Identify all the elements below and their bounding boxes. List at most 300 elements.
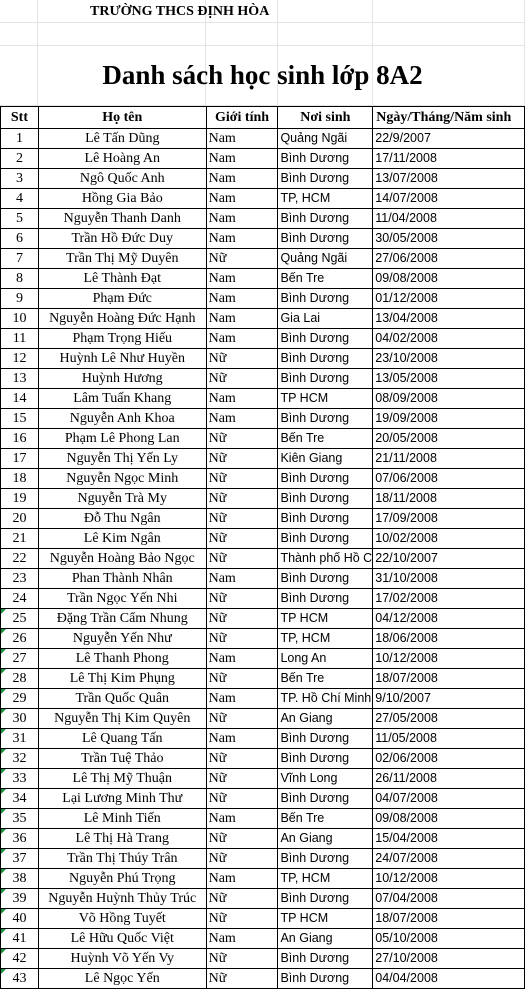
cell-stt[interactable]	[1, 929, 39, 949]
cell-stt[interactable]	[1, 629, 39, 649]
cell-stt-text: 36	[12, 831, 27, 846]
cell-birthplace[interactable]	[278, 929, 373, 949]
cell-name-text: Nguyễn Yến Như	[72, 631, 172, 646]
cell-birthplace[interactable]	[278, 649, 373, 669]
cell-dob[interactable]	[373, 749, 525, 769]
cell-name[interactable]	[39, 889, 207, 909]
cell-gender[interactable]	[207, 229, 279, 249]
cell-name[interactable]	[39, 829, 207, 849]
cell-birthplace[interactable]	[278, 749, 373, 769]
cell-stt[interactable]	[1, 449, 39, 469]
cell-gender-text: Nữ	[208, 951, 227, 966]
cell-name-text: Nguyễn Phú Trọng	[68, 871, 176, 886]
cell-birthplace[interactable]	[278, 849, 373, 869]
cell-stt[interactable]	[1, 289, 39, 309]
cell-gender[interactable]	[207, 869, 279, 889]
cell-stt[interactable]	[1, 189, 39, 209]
cell-gender-text: Nam	[208, 811, 236, 826]
table-body	[1, 129, 525, 989]
cell-dob[interactable]	[373, 309, 525, 329]
cell-name[interactable]	[39, 269, 207, 289]
cell-dob[interactable]	[373, 709, 525, 729]
cell-name[interactable]	[39, 369, 207, 389]
cell-stt-text: 28	[12, 671, 27, 686]
empty-row[interactable]	[0, 23, 525, 46]
cell-name[interactable]	[39, 909, 207, 929]
cell[interactable]	[278, 23, 373, 46]
cell-name[interactable]	[39, 949, 207, 969]
table-row	[1, 729, 525, 749]
cell-name[interactable]	[39, 489, 207, 509]
cell-name[interactable]	[39, 669, 207, 689]
cell-name[interactable]	[39, 729, 207, 749]
cell-birthplace[interactable]	[278, 449, 373, 469]
cell-name[interactable]	[39, 569, 207, 589]
cell-birthplace[interactable]	[278, 169, 373, 189]
cell-name[interactable]	[39, 769, 207, 789]
table-row	[1, 289, 525, 309]
cell-birthplace[interactable]	[278, 209, 373, 229]
cell-dob[interactable]	[373, 369, 525, 389]
cell-birthplace[interactable]	[278, 489, 373, 509]
cell-gender[interactable]	[207, 129, 279, 149]
cell-gender-text: Nữ	[208, 431, 227, 446]
cell-stt[interactable]	[1, 609, 39, 629]
cell-birthplace[interactable]	[278, 409, 373, 429]
cell-dob[interactable]	[373, 329, 525, 349]
cell-name[interactable]	[39, 409, 207, 429]
cell-dob[interactable]	[373, 449, 525, 469]
cell-stt[interactable]	[1, 269, 39, 289]
cell-stt-text: 32	[12, 751, 27, 766]
cell-dob[interactable]	[373, 349, 525, 369]
cell-gender[interactable]	[207, 809, 279, 829]
error-flag-icon[interactable]	[1, 629, 6, 634]
cell-stt[interactable]	[1, 969, 39, 989]
cell-gender-text: Nam	[208, 571, 236, 586]
cell-birthplace[interactable]	[278, 629, 373, 649]
cell-birthplace[interactable]	[278, 809, 373, 829]
cell-gender[interactable]	[207, 309, 279, 329]
cell-gender[interactable]	[207, 409, 279, 429]
cell-name[interactable]	[39, 809, 207, 829]
cell-stt[interactable]	[1, 489, 39, 509]
cell-stt[interactable]	[1, 569, 39, 589]
cell-dob[interactable]	[373, 889, 525, 909]
cell-birthplace[interactable]	[278, 189, 373, 209]
cell-birthplace[interactable]	[278, 609, 373, 629]
cell-dob[interactable]	[373, 529, 525, 549]
cell-gender[interactable]	[207, 709, 279, 729]
cell-dob[interactable]	[373, 269, 525, 289]
cell-gender[interactable]	[207, 789, 279, 809]
cell-gender[interactable]	[207, 329, 279, 349]
cell-dob[interactable]	[373, 489, 525, 509]
cell-birthplace[interactable]	[278, 789, 373, 809]
cell-gender[interactable]	[207, 849, 279, 869]
cell-gender-text: Nữ	[208, 591, 227, 606]
table-row	[1, 369, 525, 389]
cell-name-text: Lâm Tuấn Khang	[73, 391, 172, 406]
cell-name[interactable]	[39, 389, 207, 409]
cell-stt-text: 15	[12, 411, 27, 426]
cell-name-text: Lê Thị Hà Trang	[75, 831, 169, 846]
cell-dob[interactable]	[373, 689, 525, 709]
cell-dob[interactable]	[373, 929, 525, 949]
cell-stt-text: 33	[12, 771, 27, 786]
cell-dob[interactable]	[373, 469, 525, 489]
cell-dob[interactable]	[373, 909, 525, 929]
cell-stt[interactable]	[1, 549, 39, 569]
cell-stt-text: 20	[12, 511, 27, 526]
error-flag-icon[interactable]	[1, 889, 6, 894]
error-flag-icon[interactable]	[1, 929, 6, 934]
cell-gender[interactable]	[207, 929, 279, 949]
cell-stt[interactable]	[1, 209, 39, 229]
cell-birthplace[interactable]	[278, 689, 373, 709]
table-header	[1, 107, 525, 129]
cell-birthplace[interactable]	[278, 869, 373, 889]
cell-gender[interactable]	[207, 429, 279, 449]
cell-dob[interactable]	[373, 129, 525, 149]
cell-stt[interactable]	[1, 469, 39, 489]
cell-name-text: Phạm Đức	[92, 291, 152, 306]
cell-stt[interactable]	[1, 849, 39, 869]
cell-name[interactable]	[39, 969, 207, 989]
cell-name[interactable]	[39, 529, 207, 549]
cell[interactable]	[0, 0, 38, 23]
cell-birthplace[interactable]	[278, 129, 373, 149]
cell-gender[interactable]	[207, 269, 279, 289]
cell-gender-text: Nam	[208, 271, 236, 286]
cell-gender[interactable]	[207, 189, 279, 209]
cell-gender[interactable]	[207, 749, 279, 769]
cell-name[interactable]	[39, 209, 207, 229]
cell-dob[interactable]	[373, 549, 525, 569]
cell-dob[interactable]	[373, 789, 525, 809]
cell-gender[interactable]	[207, 609, 279, 629]
cell-name[interactable]	[39, 589, 207, 609]
cell-birthplace[interactable]	[278, 349, 373, 369]
cell-stt[interactable]	[1, 689, 39, 709]
cell-name[interactable]	[39, 869, 207, 889]
cell-name[interactable]	[39, 169, 207, 189]
cell-dob[interactable]	[373, 829, 525, 849]
header-stt[interactable]: Stt	[1, 107, 39, 129]
cell-dob[interactable]	[373, 209, 525, 229]
error-flag-icon[interactable]	[1, 909, 6, 914]
cell-birthplace-text: Vĩnh Long	[280, 771, 338, 785]
cell-stt[interactable]	[1, 729, 39, 749]
cell-gender[interactable]	[207, 549, 279, 569]
cell-stt-text: 3	[15, 171, 23, 186]
cell-birthplace[interactable]	[278, 469, 373, 489]
cell-stt[interactable]	[1, 769, 39, 789]
table-row	[1, 949, 525, 969]
cell-stt[interactable]	[1, 529, 39, 549]
cell-birthplace[interactable]	[278, 369, 373, 389]
cell-name-text: Lê Thị Kim Phụng	[69, 671, 175, 686]
error-flag-icon[interactable]	[1, 709, 6, 714]
cell-birthplace[interactable]	[278, 229, 373, 249]
cell-stt[interactable]	[1, 329, 39, 349]
cell-name[interactable]	[39, 349, 207, 369]
cell-birthplace[interactable]	[278, 429, 373, 449]
cell-birthplace-text: Bình Dương	[280, 331, 350, 345]
cell-dob[interactable]	[373, 289, 525, 309]
cell-gender[interactable]	[207, 649, 279, 669]
cell-birthplace[interactable]	[278, 769, 373, 789]
cell-stt[interactable]	[1, 829, 39, 849]
cell-stt[interactable]	[1, 869, 39, 889]
table-row	[1, 769, 525, 789]
cell-gender[interactable]	[207, 969, 279, 989]
header-gender[interactable]: Giới tính	[207, 107, 279, 129]
cell-stt[interactable]	[1, 669, 39, 689]
cell-dob-text: 08/09/2008	[375, 391, 438, 405]
cell-birthplace[interactable]	[278, 509, 373, 529]
cell-stt[interactable]	[1, 229, 39, 249]
cell-dob[interactable]	[373, 509, 525, 529]
cell-stt[interactable]	[1, 249, 39, 269]
cell-name[interactable]	[39, 289, 207, 309]
cell-dob[interactable]	[373, 429, 525, 449]
cell-dob[interactable]	[373, 249, 525, 269]
cell-dob[interactable]	[373, 769, 525, 789]
cell-stt[interactable]	[1, 409, 39, 429]
table-row	[1, 709, 525, 729]
header-birthplace[interactable]: Nơi sinh	[278, 107, 373, 129]
cell-gender[interactable]	[207, 389, 279, 409]
cell-dob[interactable]	[373, 869, 525, 889]
cell-dob-text: 11/04/2008	[375, 211, 437, 225]
cell-dob[interactable]	[373, 949, 525, 969]
table-row	[1, 349, 525, 369]
cell-birthplace[interactable]	[278, 549, 373, 569]
cell-stt[interactable]	[1, 309, 39, 329]
cell-stt[interactable]	[1, 369, 39, 389]
cell-birthplace[interactable]	[278, 249, 373, 269]
cell-stt[interactable]	[1, 389, 39, 409]
cell-name[interactable]	[39, 229, 207, 249]
cell-gender[interactable]	[207, 289, 279, 309]
cell-dob-text: 9/10/2007	[375, 691, 431, 705]
cell-dob[interactable]	[373, 729, 525, 749]
cell-gender[interactable]	[207, 629, 279, 649]
cell-stt[interactable]	[1, 789, 39, 809]
cell-stt[interactable]	[1, 429, 39, 449]
cell-dob[interactable]	[373, 669, 525, 689]
cell-gender[interactable]	[207, 169, 279, 189]
cell-gender[interactable]	[207, 469, 279, 489]
cell-gender[interactable]	[207, 509, 279, 529]
cell-gender[interactable]	[207, 589, 279, 609]
cell-dob-text: 15/04/2008	[375, 831, 438, 845]
cell-name[interactable]	[39, 249, 207, 269]
error-flag-icon[interactable]	[1, 809, 6, 814]
cell-birthplace[interactable]	[278, 309, 373, 329]
cell-gender[interactable]	[207, 449, 279, 469]
cell-name[interactable]	[39, 429, 207, 449]
cell-gender-text: Nữ	[208, 851, 227, 866]
header-name[interactable]: Họ tên	[39, 107, 207, 129]
cell-name[interactable]	[39, 689, 207, 709]
cell-name-text: Lê Hữu Quốc Việt	[70, 931, 174, 946]
cell-stt[interactable]	[1, 349, 39, 369]
cell-stt[interactable]	[1, 149, 39, 169]
cell-gender[interactable]	[207, 369, 279, 389]
cell-stt[interactable]	[1, 749, 39, 769]
cell[interactable]	[373, 0, 525, 23]
cell-name[interactable]	[39, 749, 207, 769]
error-flag-icon[interactable]	[1, 669, 6, 674]
cell-dob-text: 17/09/2008	[375, 511, 438, 525]
cell[interactable]	[0, 23, 38, 46]
error-flag-icon[interactable]	[1, 829, 6, 834]
cell-dob[interactable]	[373, 149, 525, 169]
cell-birthplace[interactable]	[278, 149, 373, 169]
cell-dob-text: 22/10/2007	[375, 551, 438, 565]
cell-birthplace[interactable]	[278, 329, 373, 349]
error-flag-icon[interactable]	[1, 789, 6, 794]
cell-birthplace-text: Gia Lai	[280, 311, 321, 325]
cell-stt[interactable]	[1, 509, 39, 529]
cell[interactable]	[373, 23, 525, 46]
cell-name[interactable]	[39, 549, 207, 569]
cell[interactable]	[38, 23, 206, 46]
cell-birthplace[interactable]	[278, 289, 373, 309]
cell-name[interactable]	[39, 329, 207, 349]
cell-gender[interactable]	[207, 569, 279, 589]
cell-name[interactable]	[39, 789, 207, 809]
cell-gender[interactable]	[207, 249, 279, 269]
cell-name[interactable]	[39, 629, 207, 649]
cell-name[interactable]	[39, 189, 207, 209]
cell-name[interactable]	[39, 449, 207, 469]
cell-gender[interactable]	[207, 689, 279, 709]
cell-gender[interactable]	[207, 529, 279, 549]
cell-dob[interactable]	[373, 389, 525, 409]
error-flag-icon[interactable]	[1, 849, 6, 854]
error-flag-icon[interactable]	[1, 649, 6, 654]
cell-dob-text: 13/07/2008	[375, 171, 438, 185]
cell[interactable]	[278, 0, 373, 23]
cell-name[interactable]	[39, 649, 207, 669]
cell-stt-text: 19	[12, 491, 27, 506]
cell-gender[interactable]	[207, 889, 279, 909]
header-dob[interactable]: Ngày/Tháng/Năm sinh	[373, 107, 525, 129]
cell-dob[interactable]	[373, 629, 525, 649]
cell-birthplace[interactable]	[278, 269, 373, 289]
error-flag-icon[interactable]	[1, 609, 6, 614]
cell-name-text: Trần Tuệ Thảo	[81, 751, 164, 766]
error-flag-icon[interactable]	[1, 969, 6, 974]
cell-stt[interactable]	[1, 649, 39, 669]
cell-stt[interactable]	[1, 589, 39, 609]
cell-stt[interactable]	[1, 709, 39, 729]
cell-gender[interactable]	[207, 829, 279, 849]
cell-stt[interactable]	[1, 169, 39, 189]
cell-birthplace[interactable]	[278, 709, 373, 729]
cell-stt-text: 4	[15, 191, 23, 206]
cell-gender[interactable]	[207, 149, 279, 169]
error-flag-icon[interactable]	[1, 769, 6, 774]
cell-gender[interactable]	[207, 769, 279, 789]
cell-dob[interactable]	[373, 649, 525, 669]
cell-dob[interactable]	[373, 589, 525, 609]
cell-name[interactable]	[39, 309, 207, 329]
cell-gender[interactable]	[207, 349, 279, 369]
cell-gender-text: Nữ	[208, 891, 227, 906]
error-flag-icon[interactable]	[1, 869, 6, 874]
cell[interactable]	[206, 23, 278, 46]
cell-birthplace[interactable]	[278, 669, 373, 689]
cell-gender[interactable]	[207, 909, 279, 929]
cell-gender[interactable]	[207, 729, 279, 749]
error-flag-icon[interactable]	[1, 689, 6, 694]
cell-name[interactable]	[39, 129, 207, 149]
cell-birthplace[interactable]	[278, 589, 373, 609]
cell-stt[interactable]	[1, 809, 39, 829]
cell-birthplace[interactable]	[278, 569, 373, 589]
table-row	[1, 629, 525, 649]
cell-gender[interactable]	[207, 209, 279, 229]
cell-dob[interactable]	[373, 849, 525, 869]
cell-name[interactable]	[39, 149, 207, 169]
cell-dob[interactable]	[373, 409, 525, 429]
school-row[interactable]	[0, 0, 525, 23]
cell-dob[interactable]	[373, 189, 525, 209]
cell-birthplace-text: Kiên Giang	[280, 451, 343, 465]
error-flag-icon[interactable]	[1, 729, 6, 734]
cell-stt[interactable]	[1, 909, 39, 929]
cell-birthplace[interactable]	[278, 529, 373, 549]
cell-name[interactable]	[39, 509, 207, 529]
cell-gender[interactable]	[207, 669, 279, 689]
cell-dob[interactable]	[373, 569, 525, 589]
cell-stt[interactable]	[1, 889, 39, 909]
cell-birthplace[interactable]	[278, 969, 373, 989]
cell-gender-text: Nữ	[208, 751, 227, 766]
cell-birthplace[interactable]	[278, 949, 373, 969]
cell-dob[interactable]	[373, 969, 525, 989]
cell-birthplace[interactable]	[278, 729, 373, 749]
cell-name[interactable]	[39, 709, 207, 729]
cell-birthplace[interactable]	[278, 889, 373, 909]
cell-dob-text: 17/02/2008	[375, 591, 438, 605]
cell-gender[interactable]	[207, 489, 279, 509]
cell-dob[interactable]	[373, 169, 525, 189]
cell-dob[interactable]	[373, 809, 525, 829]
cell-dob[interactable]	[373, 609, 525, 629]
cell-name[interactable]	[39, 469, 207, 489]
title-row[interactable]	[0, 46, 525, 106]
error-flag-icon[interactable]	[1, 749, 6, 754]
cell-dob-text: 30/05/2008	[375, 231, 438, 245]
cell-birthplace[interactable]	[278, 829, 373, 849]
cell-gender[interactable]	[207, 949, 279, 969]
cell-stt[interactable]	[1, 949, 39, 969]
error-flag-icon[interactable]	[1, 949, 6, 954]
cell-name[interactable]	[39, 849, 207, 869]
cell-birthplace[interactable]	[278, 909, 373, 929]
cell-stt[interactable]	[1, 129, 39, 149]
cell-birthplace[interactable]	[278, 389, 373, 409]
cell-dob[interactable]	[373, 229, 525, 249]
cell-name-text: Nguyễn Thị Yến Ly	[66, 451, 179, 466]
cell-name[interactable]	[39, 609, 207, 629]
cell-name[interactable]	[39, 929, 207, 949]
